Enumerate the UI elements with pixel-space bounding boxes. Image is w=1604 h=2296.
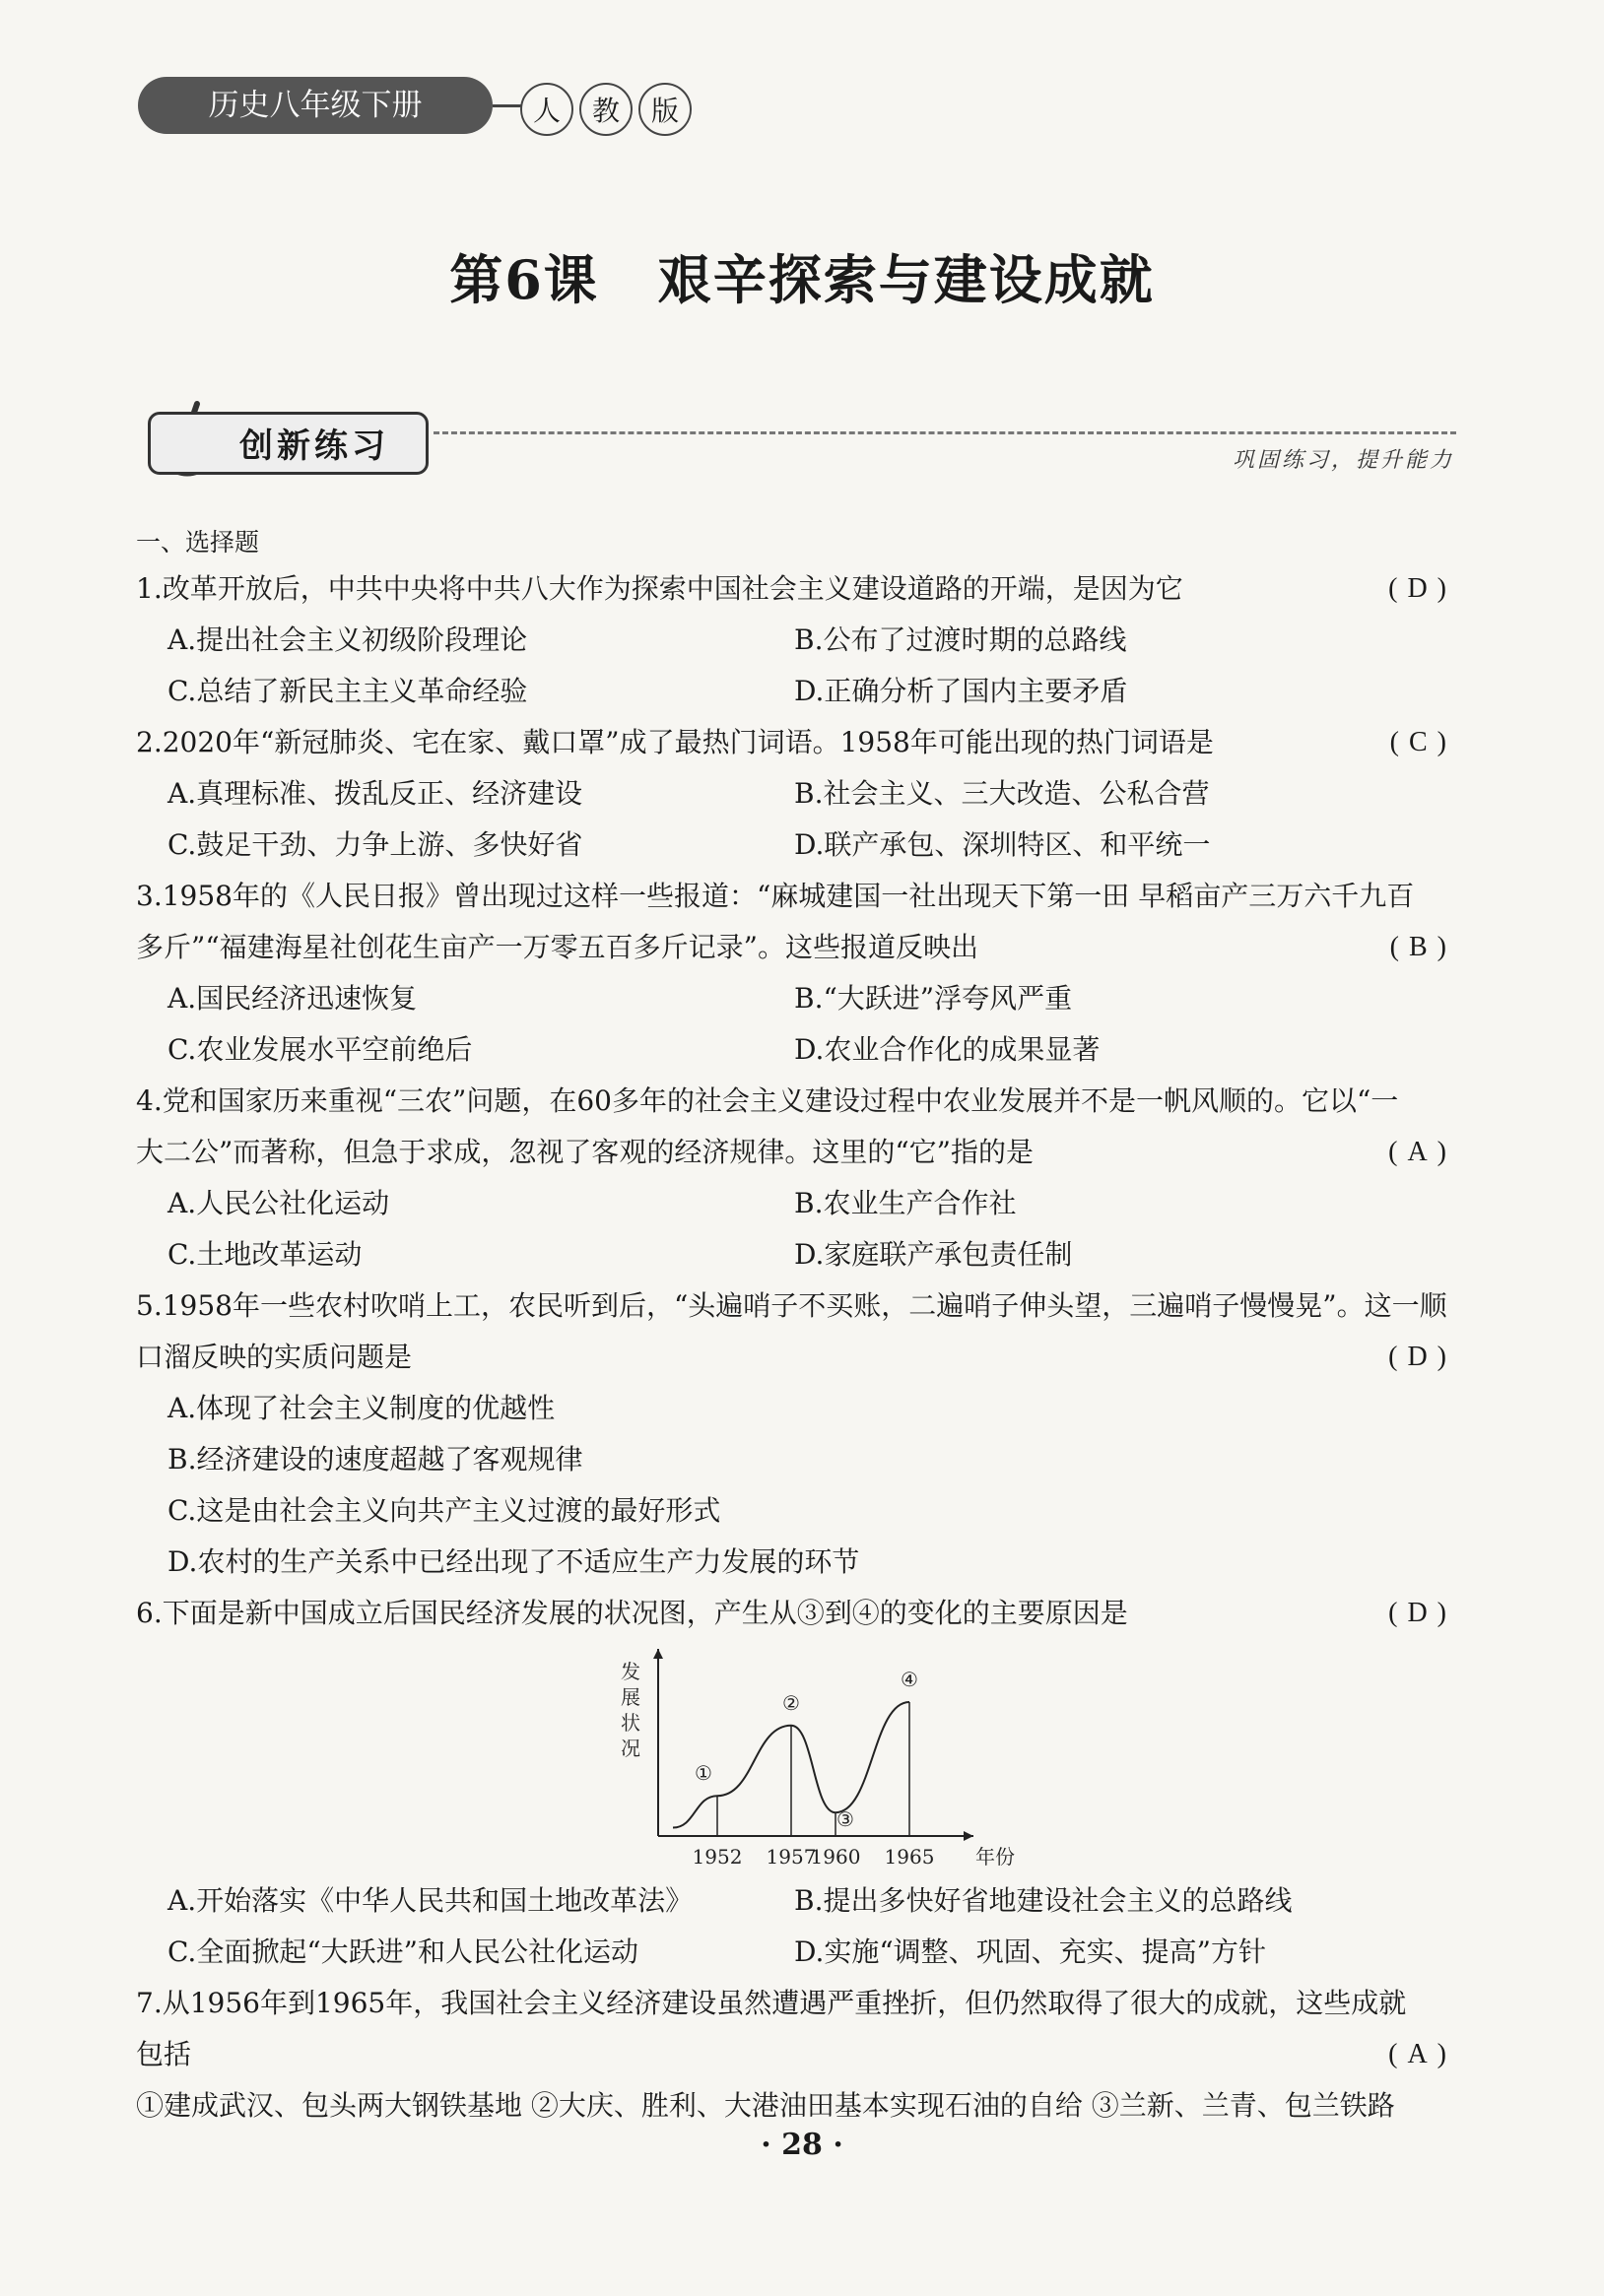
x-axis-label: 年份 — [975, 1845, 1015, 1869]
y-axis-label: 况 — [621, 1737, 640, 1760]
option: D.实施“调整、巩固、充实、提高”方针 — [794, 1935, 1266, 1968]
y-axis-label: 状 — [621, 1711, 640, 1735]
lesson-title — [0, 238, 1604, 314]
answer-mark: (A) — [1388, 1137, 1456, 1167]
option: D.正确分析了国内主要矛盾 — [794, 675, 1128, 707]
option: C.鼓足干劲、力争上游、多快好省 — [167, 828, 583, 861]
lesson-number: 第6课 — [449, 248, 599, 311]
question-stem: 口溜反映的实质问题是 — [136, 1341, 413, 1373]
answer-mark: (B) — [1389, 932, 1456, 962]
question — [136, 1076, 1456, 1280]
edition-char: 人 — [520, 83, 573, 136]
option: C.农业发展水平空前绝后 — [167, 1033, 473, 1066]
x-tick-label: 1960 — [810, 1845, 861, 1869]
answer-mark: (D) — [1388, 573, 1456, 604]
question-stem: 7.从1956年到1965年，我国社会主义经济建设虽然遭遇严重挫折，但仍然取得了很大的成就，这些成就 — [136, 1987, 1407, 2019]
question — [136, 1280, 1456, 1588]
question — [136, 871, 1456, 1076]
question-stem: 4.党和国家历来重视“三农”问题，在60多年的社会主义建设过程中农业发展并不是一帆风顺的。它以“一 — [136, 1084, 1399, 1117]
option: C.土地改革运动 — [167, 1238, 363, 1271]
question-stem: 1.改革开放后，中共中央将中共八大作为探索中国社会主义建设道路的开端，是因为它 — [136, 572, 1183, 605]
point-label: ④ — [901, 1668, 918, 1691]
option: A.人民公社化运动 — [167, 1187, 390, 1219]
answer-mark: (D) — [1388, 1598, 1456, 1628]
question-stem: 包括 — [136, 2038, 192, 2070]
question-list — [136, 522, 1456, 2132]
option: C.全面掀起“大跃进”和人民公社化运动 — [167, 1935, 638, 1968]
question — [136, 1588, 1456, 1978]
answer-mark: (C) — [1389, 727, 1456, 757]
option: B.公布了过渡时期的总路线 — [794, 623, 1127, 656]
option: C.这是由社会主义向共产主义过渡的最好形式 — [167, 1494, 721, 1527]
x-axis-arrow — [964, 1831, 973, 1841]
option: D.农业合作化的成果显著 — [794, 1033, 1101, 1066]
practice-slogan: 巩固练习，提升能力 — [1232, 448, 1454, 473]
answer-mark: (A) — [1388, 2039, 1456, 2069]
option: A.国民经济迅速恢复 — [167, 982, 418, 1015]
point-label: ② — [782, 1690, 800, 1715]
option: B.社会主义、三大改造、公私合营 — [794, 777, 1210, 810]
economy-line-chart — [589, 1639, 1015, 1875]
option: A.开始落实《中华人民共和国土地改革法》 — [167, 1884, 694, 1917]
x-tick-label: 1965 — [884, 1845, 935, 1869]
question-stem: 大二公”而著称，但急于求成，忽视了客观的经济规律。这里的“它”指的是 — [136, 1136, 1034, 1168]
question — [136, 1978, 1456, 2132]
question-stem: 多斤”“福建海星社创花生亩产一万零五百多斤记录”。这些报道反映出 — [136, 931, 978, 963]
x-tick-label: 1957 — [766, 1845, 817, 1869]
option: C.总结了新民主主义革命经验 — [167, 675, 528, 707]
y-axis-label: 发 — [621, 1660, 640, 1683]
question — [136, 717, 1456, 871]
option: B.农业生产合作社 — [794, 1187, 1017, 1219]
option: B.提出多快好省地建设社会主义的总路线 — [794, 1884, 1293, 1917]
option: D.家庭联产承包责任制 — [794, 1238, 1073, 1271]
option: B.“大跃进”浮夸风严重 — [794, 982, 1073, 1015]
section-heading: 一、选择题 — [136, 528, 260, 557]
edition-circles — [520, 83, 692, 136]
point-label: ① — [695, 1761, 712, 1786]
option: A.提出社会主义初级阶段理论 — [167, 623, 528, 656]
y-axis-arrow — [653, 1649, 663, 1659]
question-stem: 5.1958年一些农村吹哨上工，农民听到后，“头遍哨子不买账，二遍哨子伸头望，三遍哨子慢慢晃”。这一顺 — [136, 1289, 1447, 1322]
edition-char: 版 — [638, 83, 692, 136]
x-tick-label: 1952 — [692, 1845, 743, 1869]
option: B.经济建设的速度超越了客观规律 — [167, 1443, 583, 1476]
option: A.真理标准、拨乱反正、经济建设 — [167, 777, 583, 810]
question — [136, 563, 1456, 717]
question-stem: 2.2020年“新冠肺炎、宅在家、戴口罩”成了最热门词语。1958年可能出现的热门词语是 — [136, 726, 1214, 758]
lesson-name: 艰辛探索与建设成就 — [657, 248, 1155, 311]
point-label: ③ — [836, 1807, 854, 1832]
statement-items: ①建成武汉、包头两大钢铁基地 ②大庆、胜利、大港油田基本实现石油的自给 ③兰新、兰青、包兰铁路 — [136, 2089, 1395, 2122]
option: D.农村的生产关系中已经出现了不适应生产力发展的环节 — [167, 1545, 860, 1578]
option: A.体现了社会主义制度的优越性 — [167, 1392, 556, 1424]
question-stem: 6.下面是新中国成立后国民经济发展的状况图，产生从③到④的变化的主要原因是 — [136, 1597, 1128, 1629]
y-axis-label: 展 — [621, 1685, 640, 1709]
book-title-pill: 历史八年级下册 — [138, 77, 493, 134]
practice-badge: 创新练习 — [148, 412, 429, 475]
answer-mark: (D) — [1388, 1342, 1456, 1372]
question-stem: 3.1958年的《人民日报》曾出现过这样一些报道：“麻城建国一社出现天下第一田 早稻亩产三万六千九百 — [136, 880, 1415, 912]
economy-chart — [136, 1639, 1456, 1875]
dashed-divider — [434, 431, 1456, 434]
option: D.联产承包、深圳特区、和平统一 — [794, 828, 1211, 861]
edition-char: 教 — [579, 83, 633, 136]
page-number: · 28 · — [761, 2128, 843, 2162]
